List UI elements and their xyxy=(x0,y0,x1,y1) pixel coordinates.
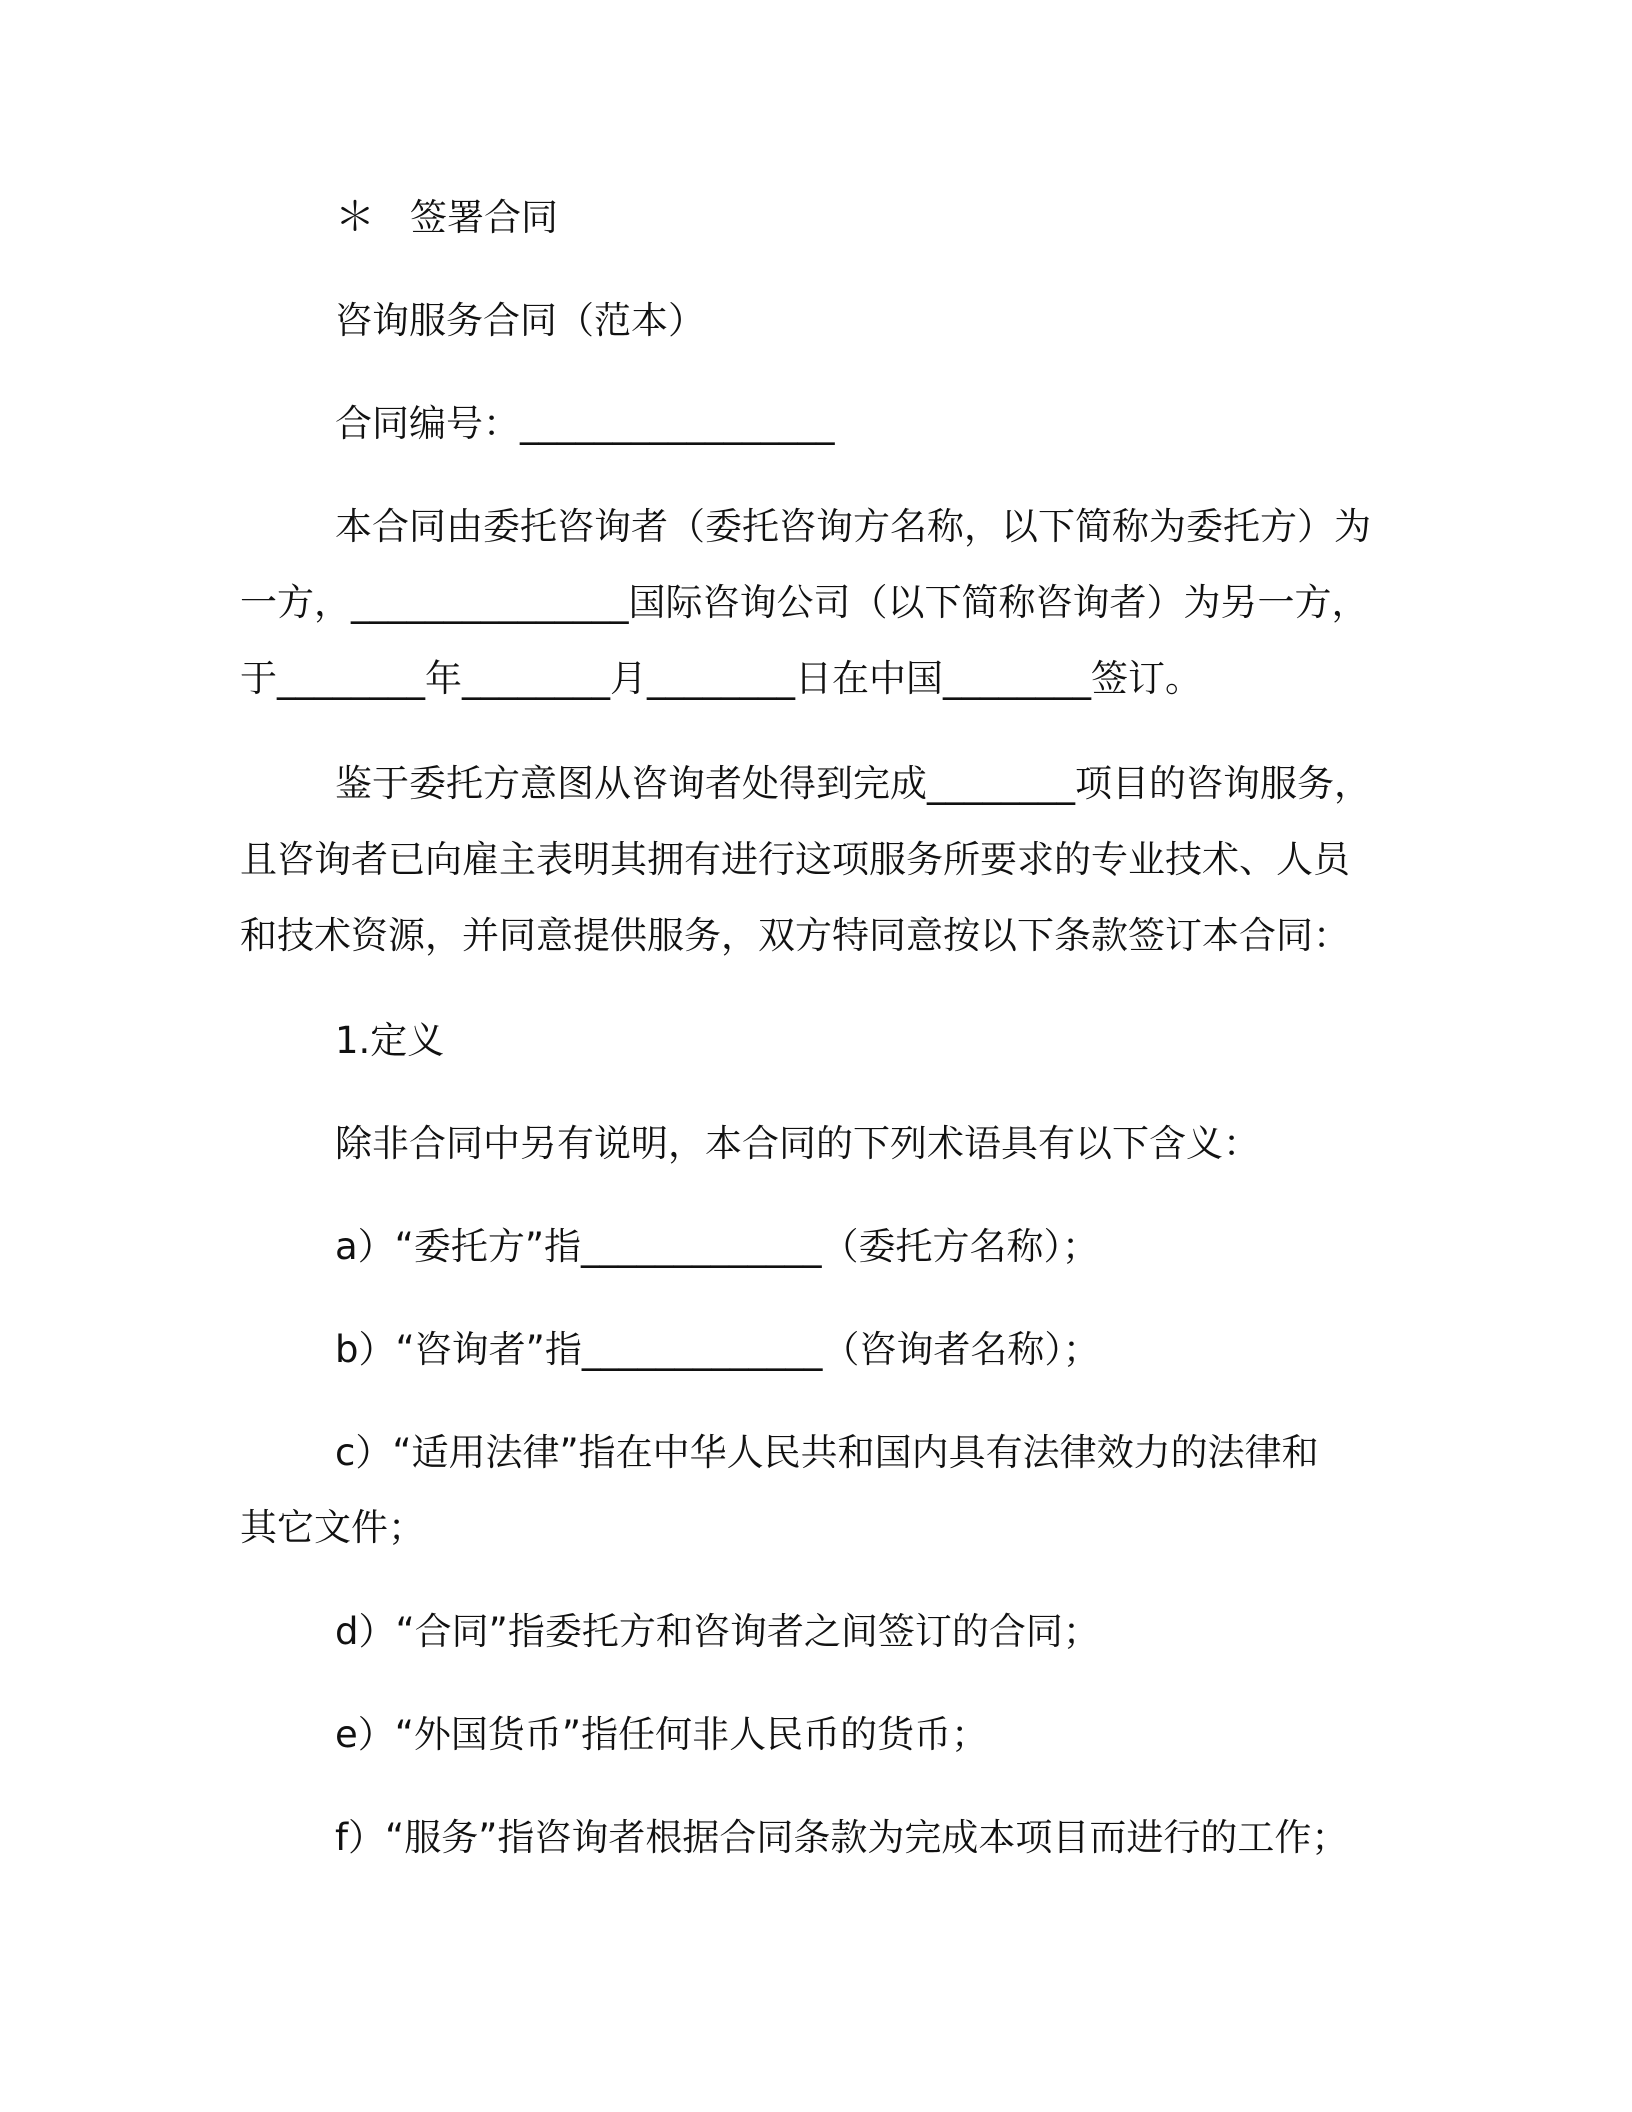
definition-d: d）“合同”指委托方和咨询者之间签订的合同； xyxy=(335,1610,1100,1653)
heading-text: 签署合同 xyxy=(410,196,558,239)
section-1-title: 1.定义 xyxy=(335,1019,445,1062)
paragraph-2-line-1: 鉴于委托方意图从咨询者处得到完成________项目的咨询服务， xyxy=(335,762,1371,805)
contract-number: 合同编号：_________________ xyxy=(335,402,835,445)
definition-e: e）“外国货币”指任何非人民币的货币； xyxy=(335,1713,989,1756)
definition-b: b）“咨询者”指_____________（咨询者名称）； xyxy=(335,1328,1100,1371)
paragraph-2-line-3: 和技术资源，并同意提供服务，双方特同意按以下条款签订本合同： xyxy=(240,914,1350,957)
section-1-intro: 除非合同中另有说明，本合同的下列术语具有以下含义： xyxy=(335,1122,1260,1165)
paragraph-1-line-3: 于________年________月________日在中国________签订。 xyxy=(240,657,1202,700)
definition-f: f）“服务”指咨询者根据合同条款为完成本项目而进行的工作； xyxy=(335,1816,1349,1859)
paragraph-2-line-2: 且咨询者已向雇主表明其拥有进行这项服务所要求的专业技术、人员 xyxy=(240,838,1350,881)
definition-c-line-2: 其它文件； xyxy=(240,1506,425,1549)
section-heading xyxy=(335,191,1485,244)
definition-a: a）“委托方”指_____________（委托方名称）； xyxy=(335,1225,1100,1268)
asterisk-icon: ＊ xyxy=(335,194,375,240)
definition-c-line-1: c）“适用法律”指在中华人民共和国内具有法律效力的法律和 xyxy=(335,1431,1319,1474)
paragraph-1-line-2: 一方，_______________国际咨询公司（以下简称咨询者）为另一方， xyxy=(240,581,1369,624)
document-title: 咨询服务合同（范本） xyxy=(335,299,705,342)
paragraph-1-line-1: 本合同由委托咨询者（委托咨询方名称，以下简称为委托方）为 xyxy=(335,505,1371,548)
